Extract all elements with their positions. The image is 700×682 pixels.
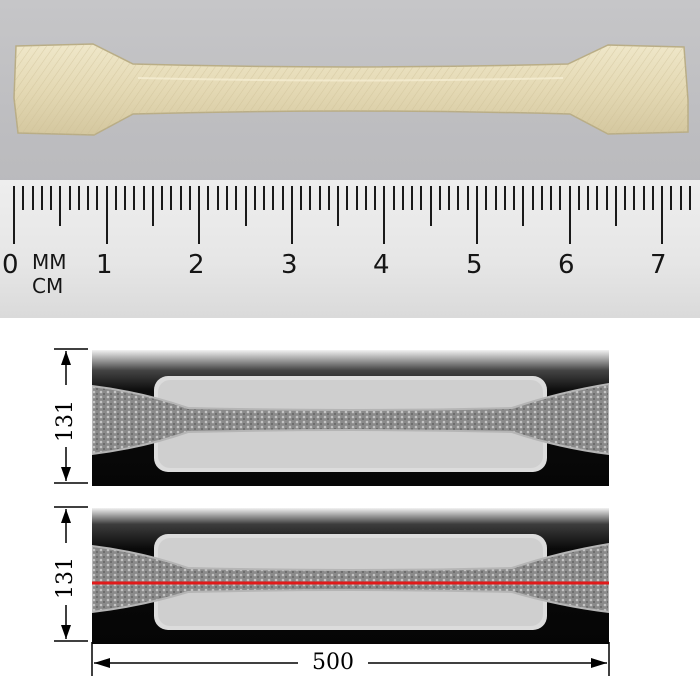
ruler-mm-tick (254, 186, 256, 210)
ruler-mm-tick (596, 186, 598, 210)
ruler-mm-tick (282, 186, 284, 210)
dogbone-specimen-photo (8, 38, 698, 148)
ruler-mm-tick (235, 186, 237, 210)
ruler-cm-tick (13, 186, 15, 244)
ruler-mm-tick (680, 186, 682, 210)
ruler-mm-tick (402, 186, 404, 210)
ruler-mm-tick (263, 186, 265, 210)
ruler-mm-tick (513, 186, 515, 210)
ruler-mm-tick (532, 186, 534, 210)
ruler-mm-tick (615, 186, 617, 226)
ruler-mm-tick (328, 186, 330, 210)
ruler-mm-tick (180, 186, 182, 210)
ruler-mm-tick (115, 186, 117, 210)
ruler-mm-tick (170, 186, 172, 210)
ruler-label-3: 3 (281, 250, 298, 280)
ruler-mm-tick (226, 186, 228, 210)
ruler-mm-tick (504, 186, 506, 210)
ruler-mm-tick (161, 186, 163, 210)
ruler-mm-tick (189, 186, 191, 210)
height-label-top: 131 (53, 400, 78, 442)
ruler-mm-tick (87, 186, 89, 210)
ruler-mm-tick (96, 186, 98, 210)
ruler-mm-tick (448, 186, 450, 210)
ruler-label-2: 2 (188, 250, 205, 280)
ruler-label-0: 0 (2, 250, 19, 280)
ruler-mm-tick (411, 186, 413, 210)
ruler-mm-tick (78, 186, 80, 210)
ruler-mm-tick (69, 186, 71, 210)
ruler-mm-tick (152, 186, 154, 226)
ct-scan-bottom (92, 508, 609, 644)
ruler-mm-tick (133, 186, 135, 210)
ruler-mm-tick (495, 186, 497, 210)
ruler-mm-tick (245, 186, 247, 226)
height-label-bottom: 131 (53, 557, 78, 599)
ruler-mm-tick (430, 186, 432, 226)
ruler-mm-tick (356, 186, 358, 210)
ruler-mm-tick (346, 186, 348, 210)
ruler-mm-tick (439, 186, 441, 210)
ruler-mm-tick (467, 186, 469, 210)
ruler-mm-tick (319, 186, 321, 210)
ruler-mm-tick (578, 186, 580, 210)
ruler-mm-tick (606, 186, 608, 210)
ruler-cm-tick (198, 186, 200, 244)
ruler-mm-tick (485, 186, 487, 210)
ruler-mm-tick (624, 186, 626, 210)
ruler-mm-tick (207, 186, 209, 210)
ruler-mm-tick (59, 186, 61, 226)
ruler-mm-tick (309, 186, 311, 210)
ct-scan-top (92, 350, 609, 486)
ruler (0, 180, 700, 318)
ruler-mm-tick (217, 186, 219, 210)
ruler-cm-tick (476, 186, 478, 244)
ruler-cm-tick (661, 186, 663, 244)
ruler-mm-tick (643, 186, 645, 210)
ruler-label-4: 4 (373, 250, 390, 280)
ruler-cm-tick (383, 186, 385, 244)
ruler-label-7: 7 (650, 250, 667, 280)
cm-unit-label: CM (32, 274, 64, 298)
ruler-mm-tick (124, 186, 126, 210)
ruler-mm-tick (365, 186, 367, 210)
ruler-mm-tick (32, 186, 34, 210)
ruler-mm-tick (587, 186, 589, 210)
ruler-mm-tick (50, 186, 52, 210)
ruler-mm-tick (41, 186, 43, 210)
width-label: 500 (312, 650, 354, 675)
ruler-mm-tick (374, 186, 376, 210)
ruler-cm-tick (291, 186, 293, 244)
ruler-mm-tick (300, 186, 302, 210)
ruler-mm-tick (633, 186, 635, 210)
ruler-mm-tick (522, 186, 524, 226)
ruler-mm-tick (689, 186, 691, 210)
ruler-mm-tick (393, 186, 395, 210)
ruler-mm-tick (143, 186, 145, 210)
ruler-label-1: 1 (96, 250, 113, 280)
ruler-mm-tick (652, 186, 654, 210)
ruler-mm-tick (22, 186, 24, 210)
ruler-mm-tick (420, 186, 422, 210)
ruler-mm-tick (272, 186, 274, 210)
ruler-label-6: 6 (558, 250, 575, 280)
mm-unit-label: MM (32, 250, 67, 274)
ruler-mm-tick (559, 186, 561, 210)
ruler-mm-tick (550, 186, 552, 210)
specimen-photograph (0, 0, 700, 318)
ruler-mm-tick (541, 186, 543, 210)
ruler-cm-tick (569, 186, 571, 244)
ruler-mm-tick (337, 186, 339, 226)
ruler-cm-tick (106, 186, 108, 244)
ruler-label-5: 5 (466, 250, 483, 280)
ruler-mm-tick (670, 186, 672, 210)
ruler-mm-tick (457, 186, 459, 210)
